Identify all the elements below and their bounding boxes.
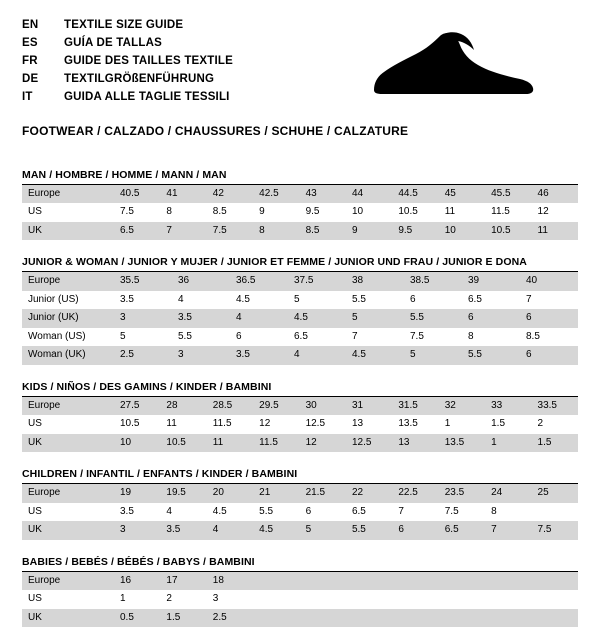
size-block-man: [22, 169, 578, 241]
size-table: [22, 272, 578, 365]
cell: 7.5: [120, 206, 134, 218]
cell: [485, 572, 531, 591]
cell: 30: [300, 397, 346, 416]
cell: 9: [346, 222, 392, 241]
cell: 1.5: [160, 609, 206, 627]
language-title: GUIDE DES TAILLES TEXTILE: [64, 54, 233, 67]
cell: 6: [520, 346, 578, 365]
size-table: [22, 397, 578, 453]
table-row: [22, 609, 578, 627]
cell: 6: [305, 505, 312, 517]
cell: 42.5: [253, 185, 299, 204]
cell: 8: [253, 222, 299, 241]
cell: 8: [491, 505, 497, 517]
cell: 5.5: [178, 330, 192, 342]
cell: 11: [166, 418, 177, 430]
language-title: TEXTILGRÖßENFÜHRUNG: [64, 73, 215, 86]
language-title: GUÍA DE TALLAS: [64, 36, 162, 49]
cell: [346, 609, 392, 627]
cell: 19.5: [160, 484, 206, 503]
cell: 16: [114, 572, 160, 591]
cell: 6.5: [114, 222, 160, 241]
cell: 40: [520, 272, 578, 291]
cell: 11.5: [212, 418, 232, 430]
page-title: FOOTWEAR / CALZADO / CHAUSSURES / SCHUHE / CALZATURE: [22, 123, 409, 138]
cell: 3.5: [230, 346, 288, 365]
size-block-kids: [22, 381, 578, 453]
size-block-children: [22, 468, 578, 540]
cell: 33: [485, 397, 531, 416]
cell: 7: [352, 330, 358, 342]
cell: 44: [346, 185, 392, 204]
cell: 6.5: [468, 293, 482, 305]
cell: 36: [172, 272, 230, 291]
row-label: US: [28, 593, 42, 605]
cell: 39: [462, 272, 520, 291]
cell: 13.5: [439, 434, 485, 453]
language-code: EN: [22, 18, 39, 31]
table-row: [22, 503, 578, 522]
row-label: UK: [22, 222, 114, 241]
cell: 46: [532, 185, 578, 204]
cell: 10: [439, 222, 485, 241]
cell: 5: [294, 293, 300, 305]
cell: 10.5: [398, 206, 418, 218]
table-row: [22, 521, 578, 540]
row-label: UK: [22, 434, 114, 453]
cell: [300, 609, 346, 627]
cell: 28.5: [207, 397, 253, 416]
cell: 4.5: [212, 505, 227, 517]
cell: 43: [300, 185, 346, 204]
cell: 8.5: [526, 330, 540, 342]
cell: 5.5: [346, 521, 392, 540]
cell: [532, 503, 578, 522]
table-row: [22, 415, 578, 434]
table-row: [22, 328, 578, 347]
cell: 40.5: [114, 185, 160, 204]
cell: [485, 609, 531, 627]
cell: 11: [444, 206, 456, 218]
cell: 13: [351, 418, 364, 430]
cell: 9.5: [392, 222, 438, 241]
table-row: [22, 291, 578, 310]
cell: 1.5: [532, 434, 578, 453]
cell: 9: [259, 206, 265, 218]
cell: 38: [346, 272, 404, 291]
cell: 7: [526, 293, 532, 305]
cell: [532, 609, 578, 627]
cell: 2: [166, 593, 172, 605]
cell: 8.5: [212, 206, 227, 218]
language-code: FR: [22, 54, 38, 67]
cell: 4.5: [236, 293, 250, 305]
cell: 3.5: [172, 309, 230, 328]
cell: 10.5: [485, 222, 531, 241]
cell: 6.5: [294, 330, 308, 342]
table-row: [22, 434, 578, 453]
cell: 9.5: [305, 206, 320, 218]
table-row: [22, 484, 578, 503]
cell: 5.5: [259, 505, 274, 517]
cell: [439, 609, 485, 627]
cell: 4: [166, 505, 172, 517]
cell: 1: [120, 593, 126, 605]
cell: 12.5: [346, 434, 392, 453]
cell: 5.5: [462, 346, 520, 365]
cell: 17: [160, 572, 206, 591]
cell: [439, 572, 485, 591]
cell: 4: [207, 521, 253, 540]
cell: 44.5: [392, 185, 438, 204]
cell: 2.5: [207, 609, 253, 627]
cell: [392, 572, 438, 591]
cell: 5.5: [404, 309, 462, 328]
cell: 27.5: [114, 397, 160, 416]
cell: 5: [346, 309, 404, 328]
block-title: KIDS / NIÑOS / DES GAMINS / KINDER / BAMBINI: [22, 381, 578, 397]
cell: 7.5: [410, 330, 424, 342]
cell: 12: [300, 434, 346, 453]
cell: 18: [207, 572, 253, 591]
cell: 42: [207, 185, 253, 204]
block-title: CHILDREN / INFANTIL / ENFANTS / KINDER / BAMBINI: [22, 468, 578, 484]
cell: 7.5: [532, 521, 578, 540]
cell: 6: [462, 309, 520, 328]
row-label: UK: [22, 609, 114, 627]
cell: 37.5: [288, 272, 346, 291]
cell: 38.5: [404, 272, 462, 291]
cell: 19: [114, 484, 160, 503]
cell: 6: [410, 293, 416, 305]
row-label: US: [28, 505, 42, 517]
dress-shoe-icon: [368, 30, 538, 105]
row-label: Junior (UK): [22, 309, 114, 328]
cell: 6.5: [439, 521, 485, 540]
table-row: [22, 309, 578, 328]
row-label: UK: [22, 521, 114, 540]
cell: 4.5: [253, 521, 299, 540]
cell: 33.5: [532, 397, 578, 416]
row-label: Junior (US): [28, 293, 79, 305]
cell: 10: [351, 206, 364, 218]
language-title: GUIDA ALLE TAGLIE TESSILI: [64, 91, 230, 104]
cell: 6: [236, 330, 242, 342]
cell: 8: [468, 330, 474, 342]
row-label: US: [28, 206, 42, 218]
cell: 12.5: [305, 418, 326, 430]
table-row: [22, 346, 578, 365]
language-title: TEXTILE SIZE GUIDE: [64, 18, 184, 31]
cell: [253, 572, 299, 591]
cell: 0.5: [114, 609, 160, 627]
size-table: [22, 572, 578, 627]
cell: 8: [166, 206, 172, 218]
cell: 25: [532, 484, 578, 503]
cell: 32: [439, 397, 485, 416]
cell: 3.5: [120, 293, 134, 305]
row-label: Europe: [22, 272, 114, 291]
cell: [346, 572, 392, 591]
size-table: [22, 185, 578, 241]
row-label: Europe: [22, 572, 114, 591]
cell: 23.5: [439, 484, 485, 503]
cell: [253, 609, 299, 627]
cell: 4: [288, 346, 346, 365]
cell: 3.5: [120, 505, 134, 517]
table-row: [22, 203, 578, 222]
cell: 2: [537, 418, 544, 430]
cell: 11.5: [253, 434, 299, 453]
cell: 12: [259, 418, 271, 430]
cell: 6: [392, 521, 438, 540]
table-row: [22, 185, 578, 204]
cell: 3: [212, 593, 219, 605]
cell: 11.5: [491, 206, 510, 218]
cell: 4: [230, 309, 288, 328]
cell: 7.5: [444, 505, 459, 517]
cell: 6: [520, 309, 578, 328]
cell: 13: [392, 434, 438, 453]
cell: 8.5: [300, 222, 346, 241]
table-row: [22, 222, 578, 241]
cell: 5.5: [352, 293, 366, 305]
cell: 12: [537, 206, 549, 218]
block-title: JUNIOR & WOMAN / JUNIOR Y MUJER / JUNIOR ET FEMME / JUNIOR UND FRAU / JUNIOR E DONA: [22, 256, 578, 272]
cell: 11: [207, 434, 253, 453]
cell: 36.5: [230, 272, 288, 291]
cell: 7.5: [207, 222, 253, 241]
row-label: Europe: [22, 484, 114, 503]
language-code: DE: [22, 73, 39, 86]
size-block-babies: [22, 556, 578, 627]
cell: 2.5: [114, 346, 172, 365]
cell: 29.5: [253, 397, 299, 416]
cell: 5: [300, 521, 346, 540]
cell: 10: [114, 434, 160, 453]
cell: 22.5: [392, 484, 438, 503]
cell: 4.5: [346, 346, 404, 365]
cell: 7: [485, 521, 531, 540]
size-table: [22, 484, 578, 540]
language-row: [22, 71, 233, 89]
cell: 24: [485, 484, 531, 503]
cell: 28: [160, 397, 206, 416]
cell: 21: [253, 484, 299, 503]
language-row: [22, 52, 233, 70]
cell: 7: [398, 505, 404, 517]
cell: 3: [172, 346, 230, 365]
cell: 3.5: [160, 521, 206, 540]
cell: 21.5: [300, 484, 346, 503]
cell: 22: [346, 484, 392, 503]
cell: 41: [160, 185, 206, 204]
cell: [392, 609, 438, 627]
cell: 5: [120, 330, 126, 342]
cell: 45: [439, 185, 485, 204]
table-row: [22, 397, 578, 416]
language-code: ES: [22, 36, 38, 49]
cell: [300, 572, 346, 591]
cell: 11: [532, 222, 578, 241]
cell: 13.5: [398, 418, 418, 430]
language-row: [22, 89, 233, 107]
language-title-list: [22, 16, 233, 107]
row-label: US: [28, 418, 42, 430]
cell: 35.5: [114, 272, 172, 291]
cell: 5: [404, 346, 462, 365]
cell: 45.5: [485, 185, 531, 204]
language-row: [22, 34, 233, 52]
row-label: Woman (UK): [22, 346, 114, 365]
cell: 3: [114, 309, 172, 328]
cell: [532, 572, 578, 591]
language-code: IT: [22, 91, 33, 104]
cell: 4.5: [288, 309, 346, 328]
cell: 31.5: [392, 397, 438, 416]
size-block-junior-woman: [22, 256, 578, 365]
language-row: [22, 16, 233, 34]
cell: 3: [114, 521, 160, 540]
table-row: [22, 572, 578, 591]
cell: 10.5: [160, 434, 206, 453]
cell: 31: [346, 397, 392, 416]
page-header: [22, 16, 578, 107]
row-label: Europe: [22, 397, 114, 416]
row-label: Woman (US): [28, 330, 86, 342]
block-title: MAN / HOMBRE / HOMME / MANN / MAN: [22, 169, 578, 185]
cell: 1.5: [491, 418, 506, 430]
cell: 10.5: [120, 418, 140, 430]
cell: 6.5: [351, 505, 366, 517]
table-row: [22, 272, 578, 291]
block-title: BABIES / BEBÉS / BÉBÉS / BABYS / BAMBINI: [22, 556, 578, 572]
cell: 1: [485, 434, 531, 453]
cell: 20: [207, 484, 253, 503]
cell: 7: [160, 222, 206, 241]
cell: 4: [178, 293, 184, 305]
cell: 1: [444, 418, 451, 430]
row-label: Europe: [22, 185, 114, 204]
